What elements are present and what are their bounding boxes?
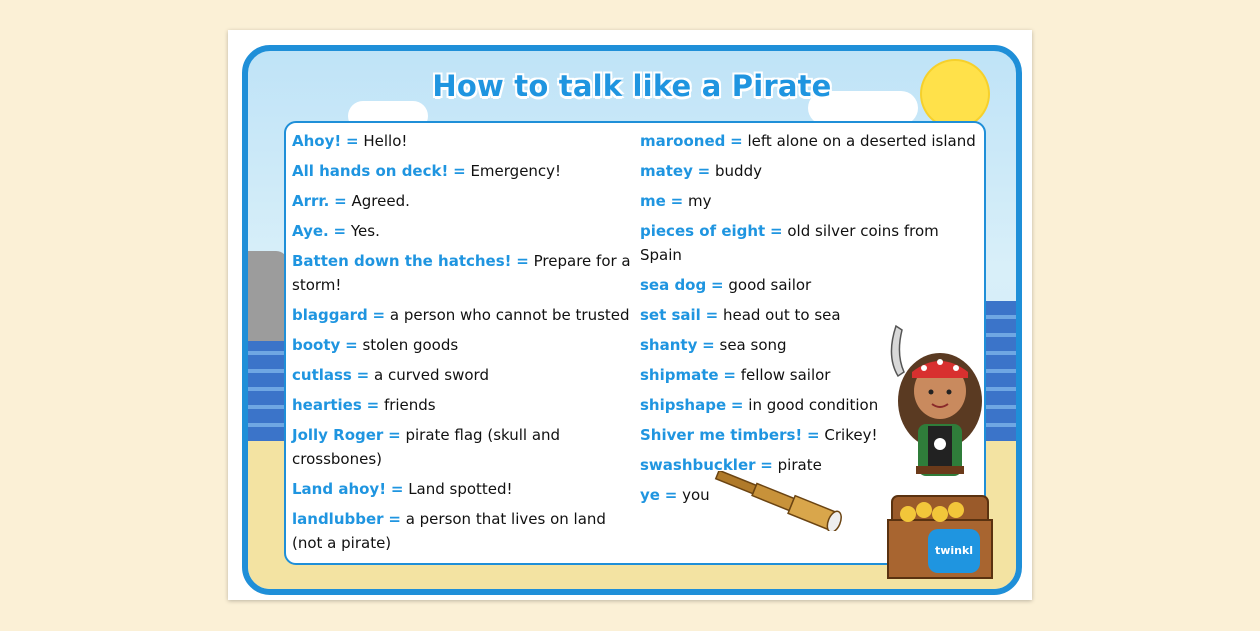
pirate-term: Shiver me timbers! xyxy=(640,426,803,444)
term-meaning: head out to sea xyxy=(722,306,841,324)
equals-sign: = xyxy=(730,396,744,414)
term-meaning: friends xyxy=(383,396,436,414)
pirate-term: swashbuckler xyxy=(640,456,756,474)
phrase-entry xyxy=(640,189,985,213)
pirate-term: pieces of eight xyxy=(640,222,766,240)
pirate-term: hearties xyxy=(292,396,362,414)
equals-sign: = xyxy=(702,336,715,354)
term-meaning: Hello! xyxy=(363,132,408,150)
phrase-entry xyxy=(292,219,632,243)
pirate-term: Aye. xyxy=(292,222,329,240)
phrase-entry xyxy=(292,249,632,297)
term-meaning: sea song xyxy=(719,336,787,354)
term-meaning: good sailor xyxy=(728,276,812,294)
term-meaning: you xyxy=(682,486,710,504)
term-meaning: Emergency! xyxy=(470,162,562,180)
pirate-term: Batten down the hatches! xyxy=(292,252,512,270)
equals-sign: = xyxy=(333,222,347,240)
term-meaning: old silver coins from Spain xyxy=(640,222,939,264)
term-meaning: left alone on a deserted island xyxy=(747,132,976,150)
term-meaning: buddy xyxy=(715,162,762,180)
equals-sign: = xyxy=(711,276,724,294)
phrase-entry xyxy=(292,303,632,327)
equals-sign: = xyxy=(664,486,678,504)
phrase-entry xyxy=(640,159,985,183)
equals-sign: = xyxy=(453,162,466,180)
equals-sign: = xyxy=(346,132,359,150)
term-meaning: a curved sword xyxy=(374,366,489,384)
pirate-term: Land ahoy! xyxy=(292,480,387,498)
term-meaning: fellow sailor xyxy=(740,366,831,384)
phrase-entry xyxy=(292,477,632,501)
pirate-term: shipshape xyxy=(640,396,727,414)
equals-sign: = xyxy=(388,510,401,528)
phrase-entry xyxy=(640,129,985,153)
phrase-entry xyxy=(292,333,632,357)
pirate-term: cutlass xyxy=(292,366,352,384)
left-phrase-column xyxy=(292,129,632,561)
equals-sign: = xyxy=(366,396,380,414)
term-meaning: Agreed. xyxy=(351,192,410,210)
equals-sign: = xyxy=(760,456,773,474)
phrase-entry xyxy=(292,393,632,417)
equals-sign: = xyxy=(697,162,711,180)
equals-sign: = xyxy=(670,192,684,210)
equals-sign: = xyxy=(356,366,370,384)
pirate-term: matey xyxy=(640,162,693,180)
equals-sign: = xyxy=(390,480,404,498)
equals-sign: = xyxy=(388,426,401,444)
equals-sign: = xyxy=(770,222,783,240)
equals-sign: = xyxy=(705,306,719,324)
pirate-term: me xyxy=(640,192,666,210)
pirate-term: Ahoy! xyxy=(292,132,342,150)
rock-illustration xyxy=(248,251,288,341)
equals-sign: = xyxy=(807,426,820,444)
term-meaning: Yes. xyxy=(350,222,380,240)
pirate-term: shipmate xyxy=(640,366,719,384)
term-meaning: my xyxy=(687,192,712,210)
equals-sign: = xyxy=(723,366,736,384)
poster-title: How to talk like a Pirate xyxy=(432,69,832,103)
phrase-entry xyxy=(292,423,632,471)
equals-sign: = xyxy=(334,192,347,210)
pirate-term: sea dog xyxy=(640,276,707,294)
equals-sign: = xyxy=(345,336,358,354)
pirate-term: All hands on deck! xyxy=(292,162,449,180)
term-meaning: stolen goods xyxy=(362,336,459,354)
equals-sign: = xyxy=(516,252,529,270)
phrase-entry xyxy=(292,159,632,183)
pirate-term: Arrr. xyxy=(292,192,330,210)
equals-sign: = xyxy=(372,306,386,324)
term-meaning: a person who cannot be trusted xyxy=(389,306,630,324)
term-meaning: a person that lives on land (not a pirate) xyxy=(292,510,606,552)
phrase-entry xyxy=(292,363,632,387)
pirate-term: marooned xyxy=(640,132,726,150)
telescope-illustration xyxy=(704,471,854,531)
phrase-entry xyxy=(292,129,632,153)
pirate-term: Jolly Roger xyxy=(292,426,384,444)
twinkl-logo: twinkl xyxy=(928,529,980,573)
poster-sheet xyxy=(228,30,1032,600)
phrase-entry xyxy=(292,507,632,555)
phrase-entry xyxy=(640,273,985,297)
pirate-term: set sail xyxy=(640,306,701,324)
term-meaning: in good condition xyxy=(748,396,879,414)
term-meaning: pirate flag (skull and crossbones) xyxy=(292,426,561,468)
phrase-entry xyxy=(640,219,985,267)
term-meaning: Prepare for a storm! xyxy=(292,252,631,294)
pirate-term: blaggard xyxy=(292,306,368,324)
term-meaning: Crikey! xyxy=(824,426,878,444)
term-meaning: Land spotted! xyxy=(408,480,513,498)
term-meaning: pirate xyxy=(777,456,822,474)
pirate-term: ye xyxy=(640,486,660,504)
poster-frame xyxy=(242,45,1022,595)
pirate-term: landlubber xyxy=(292,510,384,528)
equals-sign: = xyxy=(730,132,743,150)
pirate-term: booty xyxy=(292,336,341,354)
pirate-term: shanty xyxy=(640,336,698,354)
phrase-entry xyxy=(292,189,632,213)
